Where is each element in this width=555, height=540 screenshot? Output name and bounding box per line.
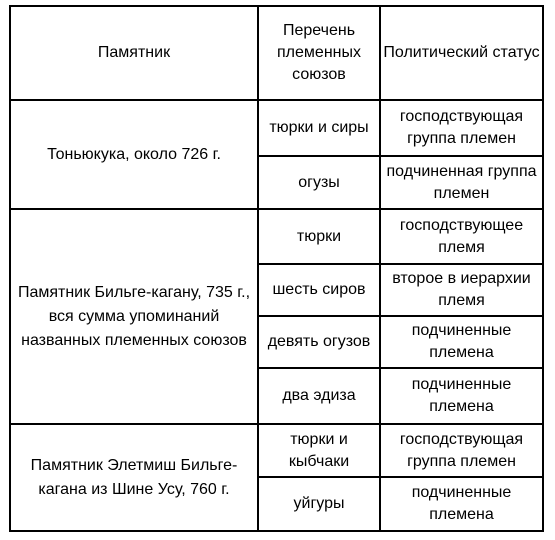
table-container <box>9 5 544 532</box>
status-cell: господствующее племя <box>380 209 543 264</box>
union-cell: огузы <box>258 156 380 209</box>
union-cell: два эдиза <box>258 368 380 424</box>
table-row <box>10 424 543 477</box>
status-cell: подчиненные племена <box>380 477 543 531</box>
union-cell: тюрки <box>258 209 380 264</box>
header-row <box>10 6 543 100</box>
table-row <box>10 100 543 156</box>
monument-cell: Памятник Бильге-кагану, 735 г., вся сумма упоминаний названных племенных союзов <box>10 209 258 424</box>
union-cell: уйгуры <box>258 477 380 531</box>
monument-cell: Памятник Элетмиш Бильге-кагана из Шине Усу, 760 г. <box>10 424 258 531</box>
status-cell: подчиненные племена <box>380 316 543 368</box>
status-cell: подчиненные племена <box>380 368 543 424</box>
union-cell: тюрки и сиры <box>258 100 380 156</box>
union-cell: шесть сиров <box>258 264 380 316</box>
header-unions: Перечень племенных союзов <box>258 6 380 100</box>
union-cell: девять огузов <box>258 316 380 368</box>
header-monument: Памятник <box>10 6 258 100</box>
header-status: Политический статус <box>380 6 543 100</box>
status-cell: подчиненная группа племен <box>380 156 543 209</box>
table-row <box>10 209 543 264</box>
monument-cell: Тоньюкука, около 726 г. <box>10 100 258 209</box>
status-cell: господствующая группа племен <box>380 424 543 477</box>
status-cell: второе в иерархии племя <box>380 264 543 316</box>
monuments-table <box>9 5 544 532</box>
status-cell: господствующая группа племен <box>380 100 543 156</box>
union-cell: тюрки и кыбчаки <box>258 424 380 477</box>
